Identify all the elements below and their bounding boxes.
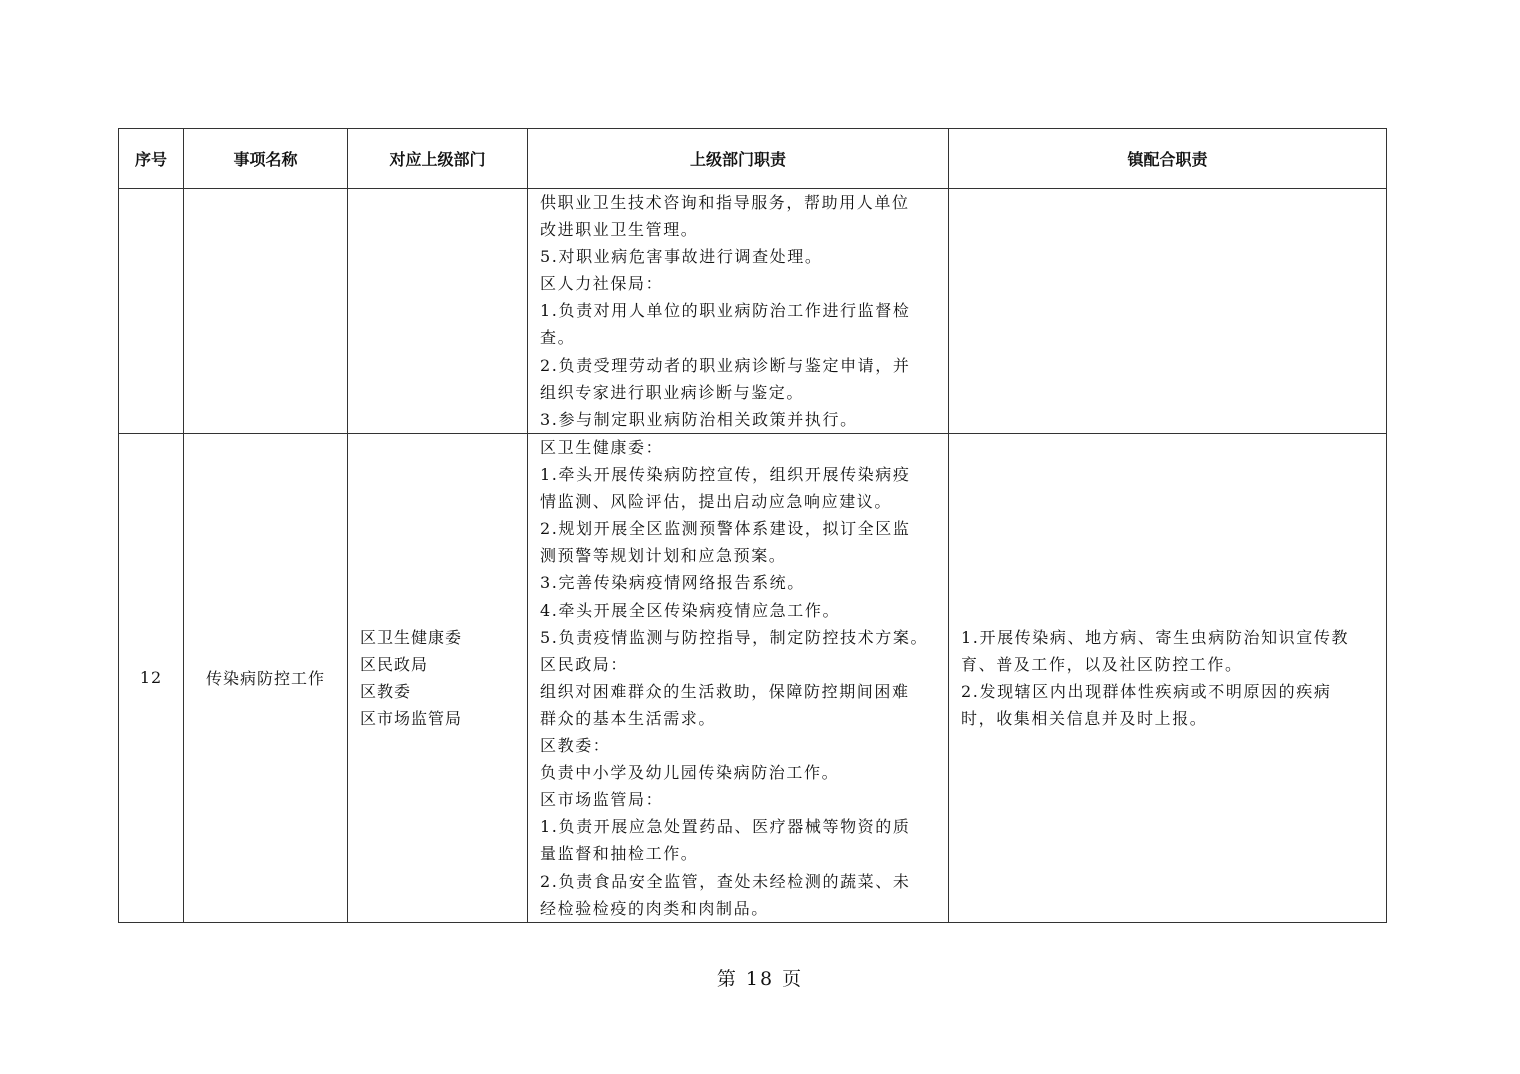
text-line: 改进职业卫生管理。	[540, 220, 699, 240]
table-header-row	[119, 129, 1387, 189]
row-index	[119, 189, 184, 434]
header-item-name: 事项名称	[184, 129, 348, 189]
table-row	[119, 434, 1387, 923]
text-line: 区教委：	[540, 736, 611, 756]
header-superior-dept: 对应上级部门	[348, 129, 528, 189]
text-line: 5.对职业病危害事故进行调查处理。	[540, 247, 823, 267]
duties-table	[118, 128, 1387, 923]
text-line: 区民政局：	[540, 654, 629, 674]
text-line: 1.负责对用人单位的职业病防治工作进行监督检	[540, 301, 911, 321]
row-dept-list	[348, 434, 528, 923]
text-line: 1.牵头开展传染病防控宣传，组织开展传染病疫	[540, 465, 911, 485]
text-line: 4.牵头开展全区传染病疫情应急工作。	[540, 600, 841, 620]
text-line: 2.规划开展全区监测预警体系建设，拟订全区监	[540, 519, 911, 539]
text-line: 1.开展传染病、地方病、寄生虫病防治知识宣传教	[961, 627, 1350, 647]
text-line: 育、普及工作，以及社区防控工作。	[961, 654, 1243, 674]
text-line: 测预警等规划计划和应急预案。	[540, 546, 787, 566]
text-line: 时，收集相关信息并及时上报。	[961, 708, 1208, 728]
row-dept-list	[348, 189, 528, 434]
row-town-duties	[949, 434, 1387, 923]
text-line: 区市场监管局	[360, 708, 463, 728]
text-line: 查。	[540, 328, 576, 348]
page-number: 第 18 页	[716, 968, 804, 990]
header-town-duties: 镇配合职责	[949, 129, 1387, 189]
text-line: 1.负责开展应急处置药品、医疗器械等物资的质	[540, 817, 911, 837]
row-superior-duties	[528, 434, 949, 923]
text-line: 负责中小学及幼儿园传染病防治工作。	[540, 763, 840, 783]
text-line: 3.参与制定职业病防治相关政策并执行。	[540, 409, 858, 429]
text-line: 量监督和抽检工作。	[540, 844, 699, 864]
text-line: 群众的基本生活需求。	[540, 708, 717, 728]
text-line: 2.负责食品安全监管，查处未经检测的蔬菜、未	[540, 871, 911, 891]
text-line: 区民政局	[360, 654, 429, 674]
text-line: 供职业卫生技术咨询和指导服务，帮助用人单位	[540, 193, 910, 212]
text-line: 2.负责受理劳动者的职业病诊断与鉴定申请，并	[540, 355, 911, 375]
text-line: 5.负责疫情监测与防控指导，制定防控技术方案。	[540, 627, 929, 647]
row-town-duties	[949, 189, 1387, 434]
header-index: 序号	[119, 129, 184, 189]
text-line: 区卫生健康委：	[540, 438, 664, 457]
row-item-name: 传染病防控工作	[184, 434, 348, 923]
text-line: 区人力社保局：	[540, 274, 664, 294]
row-index: 12	[119, 434, 184, 923]
text-line: 区市场监管局：	[540, 790, 664, 810]
text-line: 3.完善传染病疫情网络报告系统。	[540, 573, 805, 593]
header-superior-duties: 上级部门职责	[528, 129, 949, 189]
text-line: 区教委	[360, 681, 412, 701]
text-line: 情监测、风险评估，提出启动应急响应建议。	[540, 492, 893, 512]
table-row	[119, 189, 1387, 434]
text-line: 组织对困难群众的生活救助，保障防控期间困难	[540, 681, 910, 701]
text-line: 经检验检疫的肉类和肉制品。	[540, 898, 769, 918]
row-item-name	[184, 189, 348, 434]
row-superior-duties	[528, 189, 949, 434]
text-line: 区卫生健康委	[360, 627, 463, 647]
text-line: 2.发现辖区内出现群体性疾病或不明原因的疾病	[961, 681, 1332, 701]
text-line: 组织专家进行职业病诊断与鉴定。	[540, 382, 805, 402]
